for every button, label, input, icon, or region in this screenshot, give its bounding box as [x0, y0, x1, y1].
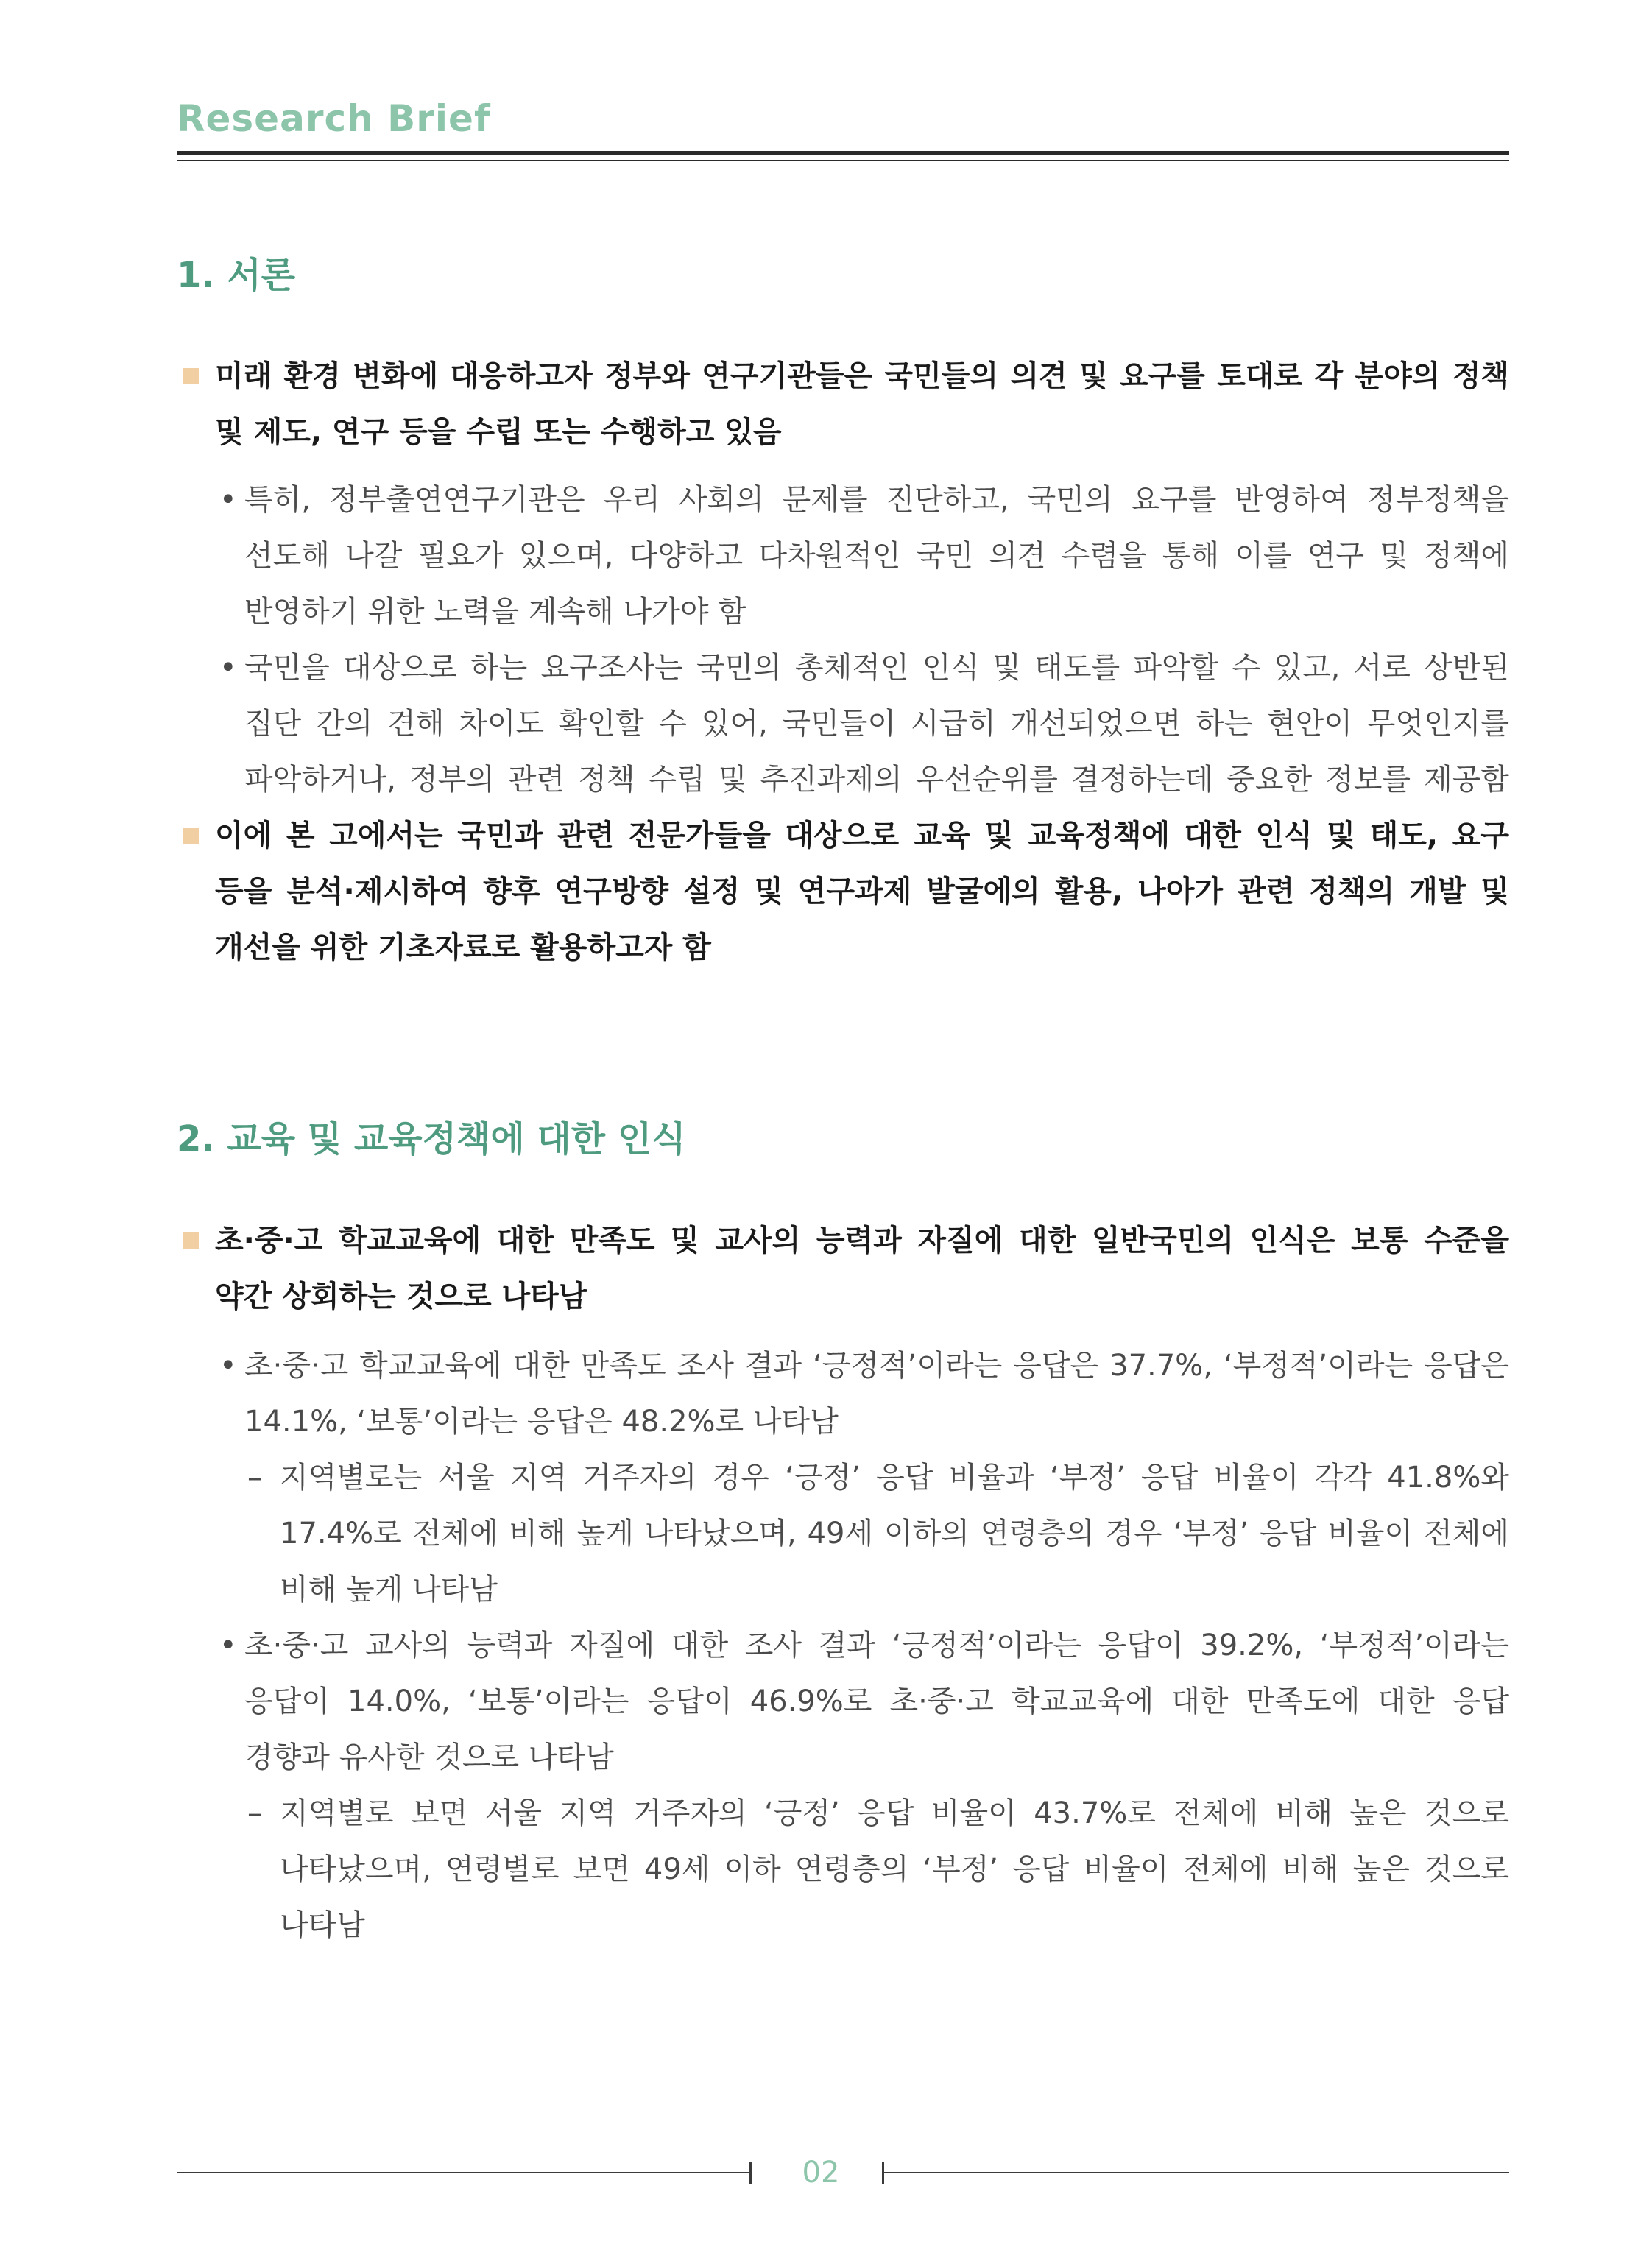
- paragraph-line: 나타났으며, 연령별로 보면 49세 이하 연령층의 ‘부정’ 응답 비율이 전체에 비해 높은 것으로: [280, 1852, 1509, 1886]
- running-header: Research Brief: [177, 97, 491, 140]
- paragraph-line: 나타남: [280, 1908, 365, 1942]
- paragraph-line: 및 제도, 연구 등을 수립 또는 수행하고 있음: [215, 415, 782, 449]
- paragraph-line: 초·중·고 교사의 능력과 자질에 대한 조사 결과 ‘긍정적’이라는 응답이 39.2%, ‘부정적’이라는: [244, 1629, 1509, 1662]
- dot-bullet-icon: •: [219, 483, 237, 517]
- footer-rule-left: [177, 2172, 751, 2173]
- footer-rule-right: [883, 2172, 1509, 2173]
- paragraph-line: 지역별로는 서울 지역 거주자의 경우 ‘긍정’ 응답 비율과 ‘부정’ 응답 비율이 각각 41.8%와: [280, 1461, 1509, 1495]
- header-rule-thin: [177, 160, 1509, 161]
- paragraph-line: 집단 간의 견해 차이도 확인할 수 있어, 국민들이 시급히 개선되었으면 하는 현안이 무엇인지를: [244, 707, 1509, 741]
- section-2-heading: 2. 교육 및 교육정책에 대한 인식: [177, 1118, 686, 1160]
- paragraph-line: 응답이 14.0%, ‘보통’이라는 응답이 46.9%로 초·중·고 학교교육에 대한 만족도에 대한 응답: [244, 1685, 1509, 1718]
- paragraph-line: 등을 분석·제시하여 향후 연구방향 설정 및 연구과제 발굴에의 활용, 나아가 관련 정책의 개발 및: [215, 875, 1509, 909]
- paragraph-line: 특히, 정부출연연구기관은 우리 사회의 문제를 진단하고, 국민의 요구를 반영하여 정부정책을: [244, 483, 1509, 517]
- footer-tick-left: [749, 2162, 752, 2184]
- paragraph-line: 14.1%, ‘보통’이라는 응답은 48.2%로 나타남: [244, 1405, 839, 1439]
- paragraph-line: 반영하기 위한 노력을 계속해 나가야 함: [244, 595, 746, 629]
- dash-bullet-icon: –: [247, 1796, 262, 1830]
- dot-bullet-icon: •: [219, 651, 237, 685]
- square-bullet-icon: [183, 828, 199, 844]
- paragraph-line: 파악하거나, 정부의 관련 정책 수립 및 추진과제의 우선순위를 결정하는데 중요한 정보를 제공함: [244, 763, 1509, 797]
- paragraph-line: 초·중·고 학교교육에 대한 만족도 및 교사의 능력과 자질에 대한 일반국민의 인식은 보통 수준을: [215, 1224, 1509, 1258]
- square-bullet-icon: [183, 1232, 199, 1249]
- paragraph-line: 비해 높게 나타남: [280, 1573, 498, 1606]
- paragraph-line: 이에 본 고에서는 국민과 관련 전문가들을 대상으로 교육 및 교육정책에 대한 인식 및 태도, 요구: [215, 819, 1509, 853]
- square-bullet-icon: [183, 368, 199, 384]
- dot-bullet-icon: •: [219, 1349, 237, 1383]
- paragraph-line: 17.4%로 전체에 비해 높게 나타났으며, 49세 이하의 연령층의 경우 ‘부정’ 응답 비율이 전체에: [280, 1517, 1509, 1551]
- paragraph-line: 초·중·고 학교교육에 대한 만족도 조사 결과 ‘긍정적’이라는 응답은 37.7%, ‘부정적’이라는 응답은: [244, 1349, 1509, 1383]
- dash-bullet-icon: –: [247, 1461, 262, 1495]
- paragraph-line: 경향과 유사한 것으로 나타남: [244, 1740, 614, 1774]
- page-number: 02: [802, 2156, 840, 2190]
- paragraph-line: 개선을 위한 기초자료로 활용하고자 함: [215, 931, 711, 964]
- paragraph-line: 선도해 나갈 필요가 있으며, 다양하고 다차원적인 국민 의견 수렴을 통해 이를 연구 및 정책에: [244, 539, 1509, 573]
- dot-bullet-icon: •: [219, 1629, 237, 1662]
- paragraph-line: 약간 상회하는 것으로 나타남: [215, 1280, 587, 1313]
- paragraph-line: 국민을 대상으로 하는 요구조사는 국민의 총체적인 인식 및 태도를 파악할 수 있고, 서로 상반된: [244, 651, 1509, 685]
- header-rule-thick: [177, 151, 1509, 155]
- section-1-heading: 1. 서론: [177, 255, 296, 296]
- paragraph-line: 지역별로 보면 서울 지역 거주자의 ‘긍정’ 응답 비율이 43.7%로 전체에 비해 높은 것으로: [280, 1796, 1509, 1830]
- paragraph-line: 미래 환경 변화에 대응하고자 정부와 연구기관들은 국민들의 의견 및 요구를 토대로 각 분야의 정책: [215, 359, 1509, 393]
